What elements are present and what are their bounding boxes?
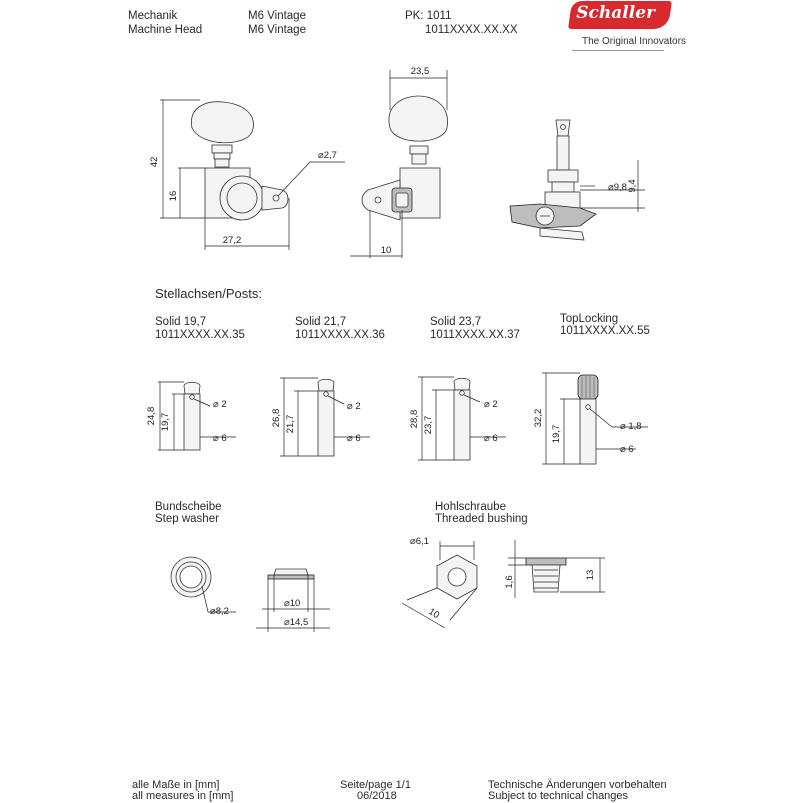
- bushing-dim-3: 1,6: [504, 575, 515, 589]
- dim-2-7: ⌀2,7: [318, 150, 337, 161]
- post2-dia: ⌀ 6: [347, 433, 361, 444]
- dim-9-4: 9,4: [627, 179, 638, 193]
- article-number: 1011XXXX.XX.XX: [425, 24, 518, 36]
- page-number: Seite/page 1/1: [340, 779, 411, 791]
- measures-de: alle Maße in [mm]: [132, 779, 220, 791]
- model-en: M6 Vintage: [248, 24, 306, 36]
- bushing-dim-4: 13: [585, 569, 596, 581]
- brand-tagline: The Original Innovators: [582, 36, 686, 47]
- machine-head-front-view: [149, 100, 345, 250]
- document-date: 06/2018: [357, 790, 397, 802]
- post4-name: TopLocking: [560, 313, 619, 325]
- posts-title: Stellachsen/Posts:: [155, 286, 262, 301]
- bushing-title-de: Hohlschraube: [435, 501, 506, 513]
- post3-hole: ⌀ 2: [484, 399, 498, 410]
- post4-hole: ⌀ 1,8: [620, 421, 642, 432]
- dim-23-5: 23,5: [410, 66, 430, 77]
- bushing-top-view: [402, 536, 477, 628]
- washer-title-de: Bundscheibe: [155, 501, 222, 513]
- post3-dia: ⌀ 6: [484, 433, 498, 444]
- dim-9-8: ⌀9,8: [608, 182, 627, 193]
- post4-total: 32,2: [533, 408, 544, 428]
- label-de: Mechanik: [128, 10, 178, 22]
- post4-dia: ⌀ 6: [620, 444, 634, 455]
- measures-en: all measures in [mm]: [132, 790, 234, 802]
- bushing-title-en: Threaded bushing: [435, 513, 528, 525]
- post3-length: 23,7: [423, 415, 434, 435]
- post1-dia: ⌀ 6: [213, 433, 227, 444]
- machine-head-rear-view: [510, 120, 645, 240]
- bushing-side-view: [504, 540, 605, 598]
- post1-name: Solid 19,7: [155, 316, 207, 328]
- post4-length: 19,7: [551, 424, 562, 444]
- post1-code: 1011XXXX.XX.35: [155, 329, 245, 341]
- washer-title-en: Step washer: [155, 513, 219, 525]
- post-toplocking: [533, 373, 648, 464]
- step-washer-top-view: [171, 557, 236, 617]
- post3-code: 1011XXXX.XX.37: [430, 329, 520, 341]
- post2-total: 26,8: [271, 408, 282, 428]
- dim-42: 42: [149, 156, 160, 168]
- post-solid-23-7: [409, 377, 506, 460]
- pk-number: PK: 1011: [405, 10, 452, 22]
- post-solid-19-7: [146, 382, 236, 450]
- post2-name: Solid 21,7: [295, 316, 347, 328]
- post1-total: 24,8: [146, 406, 157, 426]
- post2-hole: ⌀ 2: [347, 401, 361, 412]
- dim-27-2: 27,2: [222, 235, 242, 246]
- washer-dim-1: ⌀8,2: [210, 606, 229, 617]
- step-washer-side-view: [256, 569, 330, 632]
- washer-dim-3: ⌀14,5: [284, 617, 309, 628]
- post3-total: 28,8: [409, 409, 420, 429]
- machine-head-side-view: [350, 66, 448, 258]
- label-en: Machine Head: [128, 24, 203, 36]
- post2-length: 21,7: [285, 414, 296, 434]
- post3-name: Solid 23,7: [430, 316, 482, 328]
- notice-en: Subject to technical changes: [488, 790, 629, 802]
- post4-code: 1011XXXX.XX.55: [560, 325, 650, 337]
- dim-16: 16: [168, 190, 179, 202]
- dim-10: 10: [380, 245, 392, 256]
- washer-dim-2: ⌀10: [284, 598, 301, 609]
- brand-name: Schaller: [576, 3, 655, 23]
- post2-code: 1011XXXX.XX.36: [295, 329, 385, 341]
- model-de: M6 Vintage: [248, 10, 306, 22]
- bushing-dim-1: ⌀6,1: [410, 536, 429, 547]
- post1-hole: ⌀ 2: [213, 399, 227, 410]
- post1-length: 19,7: [160, 412, 171, 432]
- post-solid-21-7: [271, 378, 370, 456]
- bushing-dim-2: 10: [426, 606, 442, 622]
- notice-de: Technische Änderungen vorbehalten: [488, 779, 667, 791]
